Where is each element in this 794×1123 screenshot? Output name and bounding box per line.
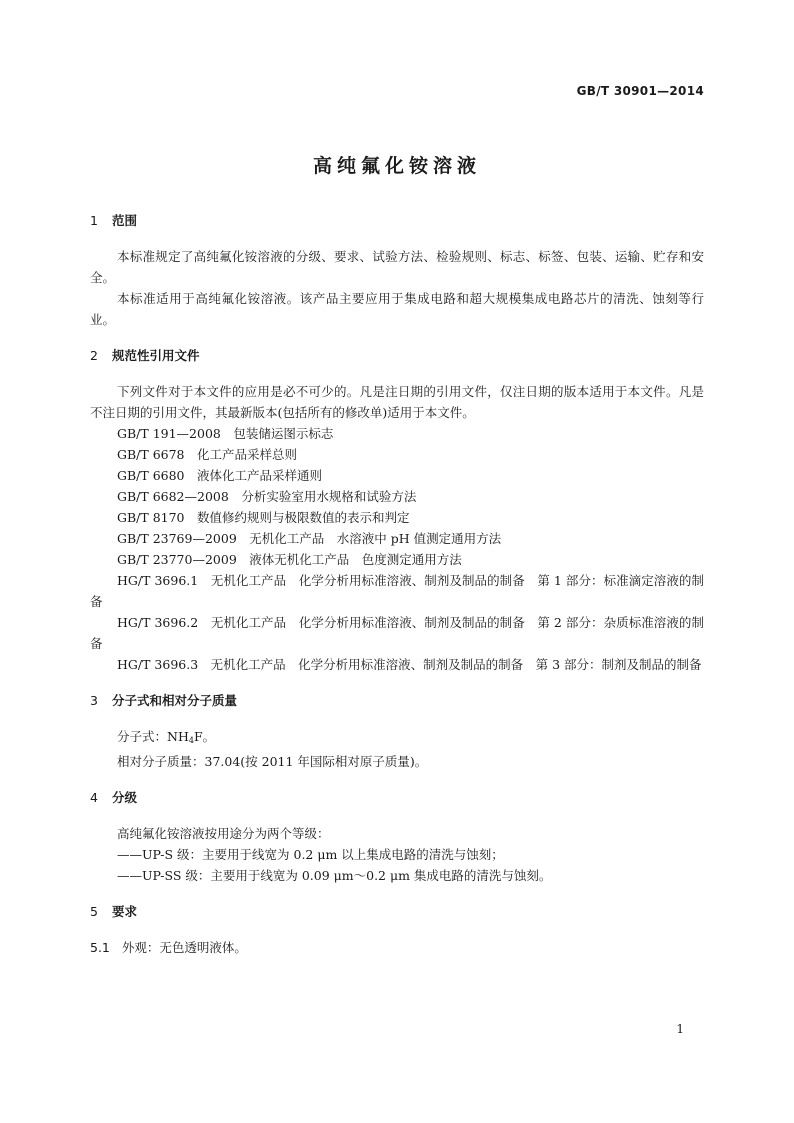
section-title: 规范性引用文件 [111,348,200,363]
reference-item: GB/T 6682—2008 分析实验室用水规格和试验方法 [117,489,417,504]
paragraph: 高纯氟化铵溶液按用途分为两个等级： [117,826,330,841]
section-title: 要求 [111,904,137,919]
section-title: 分级 [111,790,137,805]
molecular-formula [90,726,704,751]
grade-item: ——UP-SS 级：主要用于线宽为 0.09 μm～0.2 μm 集成电路的清洗与蚀刻。 [117,868,552,883]
standard-number: GB/T 30901—2014 [576,84,704,98]
reference-item: GB/T 6680 液体化工产品采样通则 [117,468,323,483]
section-number: 4 [90,790,98,805]
reference-item: GB/T 8170 数值修约规则与极限数值的表示和判定 [117,510,410,525]
reference-item: GB/T 23769—2009 无机化工产品 水溶液中 pH 值测定通用方法 [117,531,502,546]
reference-item: HG/T 3696.1 无机化工产品 化学分析用标准溶液、制剂及制品的制备 第 1 部分：标准滴定溶液的制备 [90,573,704,609]
grade-item: ——UP-S 级：主要用于线宽为 0.2 μm 以上集成电路的清洗与蚀刻； [117,847,504,862]
document-body [90,210,704,958]
section-title: 范围 [111,213,137,228]
paragraph: 本标准适用于高纯氟化铵溶液。该产品主要应用于集成电路和超大规模集成电路芯片的清洗、蚀刻等行业。 [90,291,704,327]
section-2-heading [90,345,704,366]
section-number: 5 [90,904,98,919]
section-3-heading [90,690,704,711]
section-5-heading [90,901,704,922]
section-number: 2 [90,348,98,363]
reference-item: HG/T 3696.2 无机化工产品 化学分析用标准溶液、制剂及制品的制备 第 2 部分：杂质标准溶液的制备 [90,615,704,651]
reference-item: GB/T 6678 化工产品采样总则 [117,447,298,462]
reference-item: HG/T 3696.3 无机化工产品 化学分析用标准溶液、制剂及制品的制备 第 3 部分：制剂及制品的制备 [117,657,702,672]
section-title: 分子式和相对分子质量 [111,693,237,708]
molecular-mass: 相对分子质量：37.04(按 2011 年国际相对原子质量)。 [117,754,428,769]
reference-item: GB/T 23770—2009 液体无机化工产品 色度测定通用方法 [117,552,462,567]
formula-prefix: 分子式：NH [117,729,189,744]
section-4-heading [90,787,704,808]
formula-suffix: F。 [193,729,216,744]
section-1-heading [90,210,704,231]
clause-text: 外观：无色透明液体。 [121,940,247,955]
clause-number: 5.1 [90,940,110,955]
reference-item: GB/T 191—2008 包装储运图示标志 [117,426,334,441]
section-number: 3 [90,693,98,708]
clause-5-1 [90,937,704,958]
document-title: 高纯氟化铵溶液 [312,155,481,177]
formula-subscript: 4 [188,736,194,745]
paragraph: 下列文件对于本文件的应用是必不可少的。凡是注日期的引用文件，仅注日期的版本适用于本文件。凡是不注日期的引用文件，其最新版本(包括所有的修改单)适用于本文件。 [90,384,704,420]
page-number: 1 [676,1022,684,1036]
paragraph: 本标准规定了高纯氟化铵溶液的分级、要求、试验方法、检验规则、标志、标签、包装、运输、贮存和安全。 [90,249,704,285]
section-number: 1 [90,213,98,228]
